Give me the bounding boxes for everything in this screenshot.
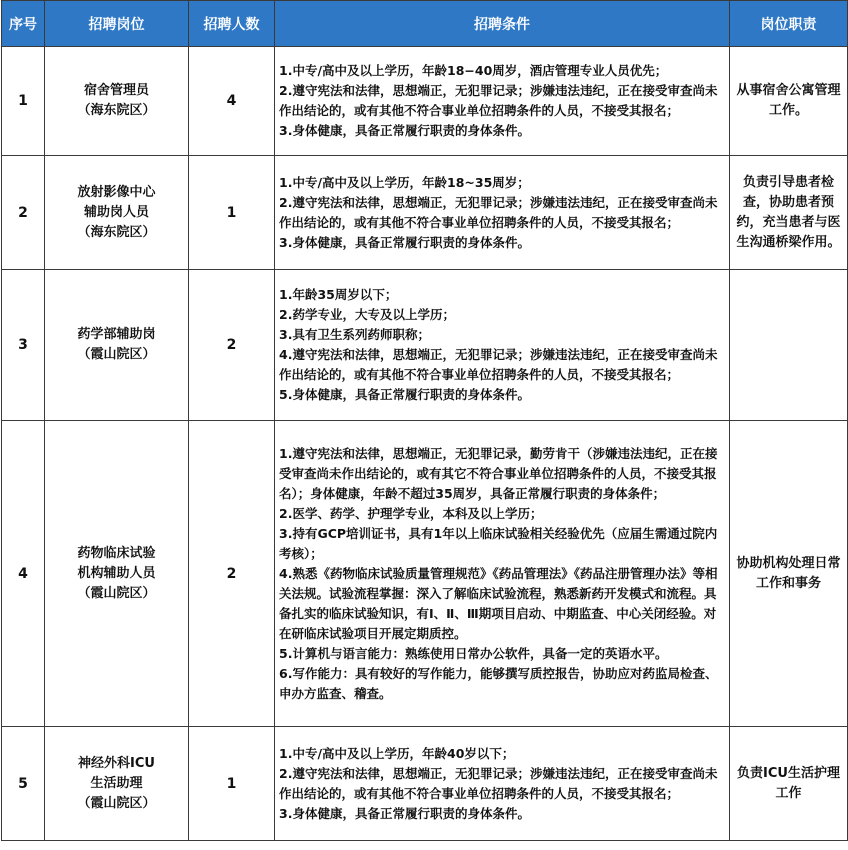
table-row (2, 47, 848, 156)
requirement-item: 1.中专/高中及以上学历，年龄40岁以下； (279, 745, 515, 761)
row-position (45, 421, 189, 727)
row-requirements (275, 727, 730, 841)
position-line: （霞山院区） (77, 585, 156, 601)
requirement-item: 2.药学专业，大专及以上学历； (279, 307, 455, 322)
position-line: 宿舍管理员 (83, 83, 149, 98)
row-seq: 3 (2, 270, 45, 421)
recruitment-table (1, 0, 848, 841)
header-duty: 岗位职责 (730, 1, 848, 47)
position-line: （霞山院区） (77, 347, 156, 362)
requirement-item: 6.写作能力：具有较好的写作能力，能够撰写质控报告，协助应对药监局检查、申办方监查、稽查。 (279, 665, 718, 701)
requirement-item: 3.身体健康，具备正常履行职责的身体条件。 (279, 805, 530, 821)
row-duty (730, 270, 848, 421)
row-requirements (275, 270, 730, 421)
table-row (2, 270, 848, 421)
table-row (2, 727, 848, 841)
requirement-item: 5.计算机与语言能力：熟练使用日常办公软件，具备一定的英语水平。 (279, 645, 668, 661)
requirement-item: 3.身体健康，具备正常履行职责的身体条件。 (279, 123, 530, 138)
row-position (45, 270, 189, 421)
row-requirements (275, 156, 730, 270)
row-duty: 负责引导患者检查，协助患者预约，充当患者与医生沟通桥梁作用。 (730, 156, 848, 270)
row-position (45, 47, 189, 156)
position-line: 药学部辅助岗 (77, 327, 156, 342)
position-line: 神经外科ICU (78, 755, 155, 771)
requirement-item: 1.中专/高中及以上学历，年龄18~35周岁； (279, 174, 530, 190)
row-requirements (275, 421, 730, 727)
requirement-item: 2.遵守宪法和法律，思想端正，无犯罪记录；涉嫌违法违纪，正在接受审查尚未作出结论的，或有其他不符合事业单位招聘条件的人员，不接受其报名； (279, 765, 718, 801)
requirement-item: 3.身体健康，具备正常履行职责的身体条件。 (279, 234, 530, 250)
row-count: 2 (189, 421, 275, 727)
row-duty: 负责ICU生活护理工作 (730, 727, 848, 841)
table-header (2, 1, 848, 47)
row-count: 1 (189, 156, 275, 270)
row-position (45, 156, 189, 270)
position-line: 辅助岗人员 (83, 204, 149, 220)
row-duty: 从事宿舍公寓管理工作。 (730, 47, 848, 156)
requirement-item: 4.遵守宪法和法律，思想端正，无犯罪记录；涉嫌违法违纪，正在接受审查尚未作出结论的，或有其他不符合事业单位招聘条件的人员，不接受其报名； (279, 347, 718, 382)
requirement-item: 4.熟悉《药物临床试验质量管理规范》《药品管理法》《药品注册管理办法》等相关法规。试验流程掌握：深入了解临床试验流程，熟悉新药开发模式和流程。具备扎实的临床试验知识，有Ⅰ、Ⅱ、Ⅲ期项目启动、中期监查、中心关闭经验。对在研临床试验项目开展定期质控。 (279, 565, 718, 641)
requirement-item: 1.年龄35周岁以下； (279, 287, 398, 302)
requirement-item: 2.遵守宪法和法律，思想端正，无犯罪记录；涉嫌违法违纪，正在接受审查尚未作出结论的，或有其他不符合事业单位招聘条件的人员，不接受其报名； (279, 194, 718, 230)
header-position: 招聘岗位 (45, 1, 189, 47)
row-seq: 1 (2, 47, 45, 156)
header-seq: 序号 (2, 1, 45, 47)
row-count: 1 (189, 727, 275, 841)
requirement-item: 3.持有GCP培训证书，具有1年以上临床试验相关经验优先（应届生需通过院内考核）； (279, 525, 718, 561)
requirement-item: 2.医学、药学、护理学专业，本科及以上学历； (279, 505, 543, 521)
row-seq: 2 (2, 156, 45, 270)
requirement-item: 1.遵守宪法和法律，思想端正，无犯罪记录，勤劳肯干（涉嫌违法违纪，正在接受审查尚未作出结论的，或有其它不符合事业单位招聘条件的人员，不接受其报名）；身体健康，年龄不超过35周岁，具备正常履行职责的身体条件； (279, 445, 718, 501)
requirement-item: 1.中专/高中及以上学历，年龄18−40周岁，酒店管理专业人员优先； (279, 63, 668, 78)
position-line: 放射影像中心 (77, 184, 156, 200)
position-line: （海东院区） (77, 224, 156, 240)
position-line: 药物临床试验 (77, 545, 156, 561)
table-row (2, 421, 848, 727)
row-requirements (275, 47, 730, 156)
table-row (2, 156, 848, 270)
requirement-item: 2.遵守宪法和法律，思想端正，无犯罪记录；涉嫌违法违纪，正在接受审查尚未作出结论的，或有其他不符合事业单位招聘条件的人员，不接受其报名； (279, 83, 718, 118)
header-requirements: 招聘条件 (275, 1, 730, 47)
requirement-item: 5.身体健康，具备正常履行职责的身体条件。 (279, 387, 530, 402)
header-count: 招聘人数 (189, 1, 275, 47)
position-line: （霞山院区） (77, 795, 156, 811)
row-count: 2 (189, 270, 275, 421)
position-line: 机构辅助人员 (77, 565, 156, 581)
position-line: 生活助理 (90, 775, 143, 791)
row-seq: 5 (2, 727, 45, 841)
row-seq: 4 (2, 421, 45, 727)
row-position (45, 727, 189, 841)
header-row (2, 1, 848, 47)
table-body (2, 47, 848, 841)
row-duty: 协助机构处理日常工作和事务 (730, 421, 848, 727)
position-line: （海东院区） (77, 103, 156, 118)
row-count: 4 (189, 47, 275, 156)
requirement-item: 3.具有卫生系列药师职称； (279, 327, 430, 342)
